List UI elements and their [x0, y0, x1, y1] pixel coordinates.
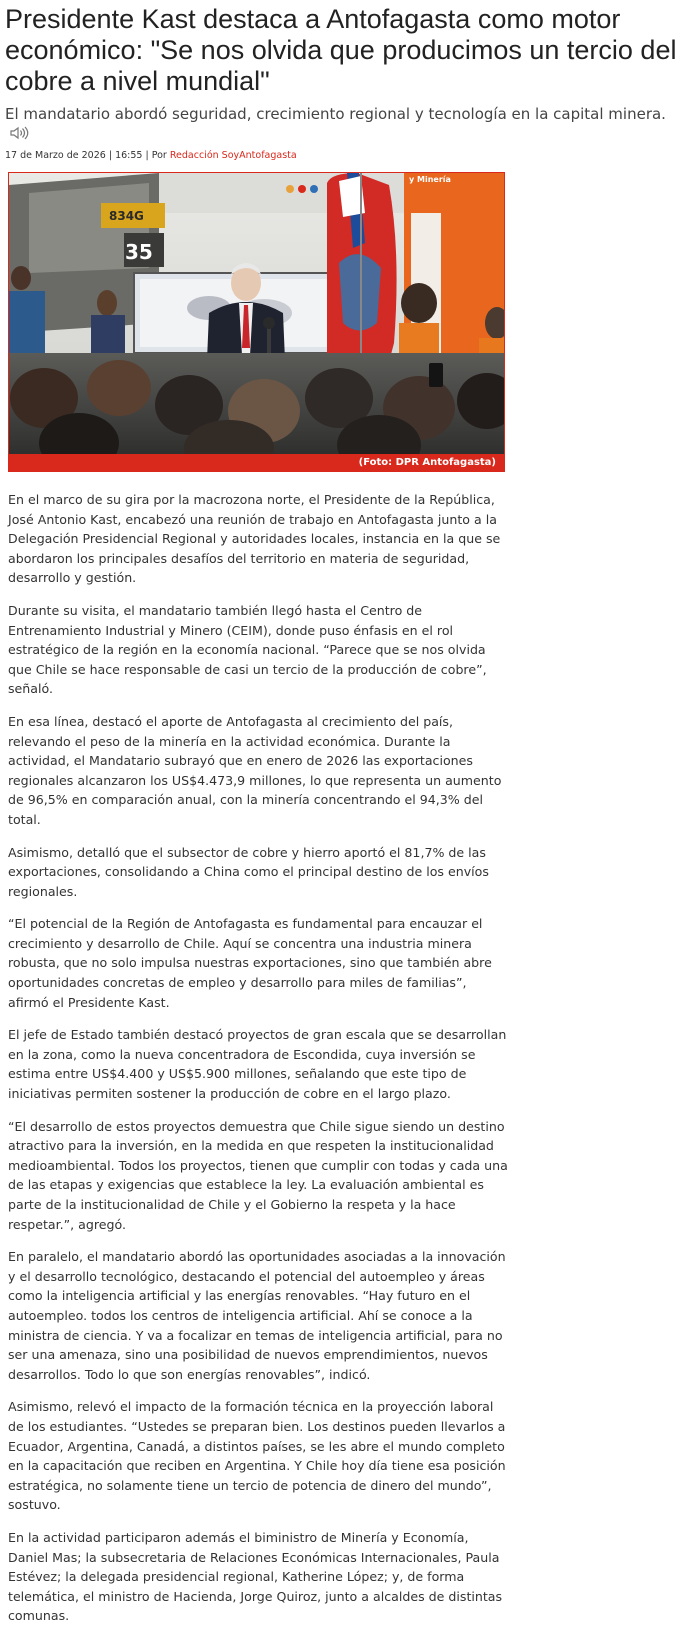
- paragraph: En el marco de su gira por la macrozona norte, el Presidente de la República, José Antonio Kast, encabezó una reunión de trabajo en Antofagasta junto a la Delegación Presidencial Regional y autoridades locales, instancia en la que se abordaron los principales desafíos del territorio en materia de seguridad, desarrollo y gestión.: [8, 492, 501, 586]
- paragraph: “El desarrollo de estos proyectos demuestra que Chile sigue siendo un destino atractivo para la inversión, en la medida en que respeten la institucionalidad medioambiental. Todos los proyectos, tienen que cumplir con todas y cada una de las etapas y exigencias que establece la ley. La evaluación ambiental es parte de la institucionalidad de Chile y el Gobierno la respeta y la hace respetar.”, agregó.: [8, 1118, 508, 1232]
- paragraph: “El potencial de la Región de Antofagasta es fundamental para encauzar el crecimiento y desarrollo de Chile. Aquí se concentra una industria minera robusta, que no solo impulsa nuestras exportaciones, sino que también abre oportunidades concretas de empleo y desarrollo para miles de familias”, afirmó el Presidente Kast.: [8, 916, 492, 1010]
- paragraph: En la actividad participaron además el biministro de Minería y Economía, Daniel Mas; la subsecretaria de Relaciones Económicas Internacionales, Paula Estévez; la delegada presidencial regional, Katherine López; y, de forma telemática, el ministro de Hacienda, Jorge Quiroz, junto a alcaldes de distintas comunas.: [8, 1529, 503, 1624]
- truck-sign-number: 35: [125, 240, 153, 264]
- photo-caption: (Foto: DPR Antofagasta): [9, 454, 504, 471]
- article-body: [8, 490, 510, 1639]
- paragraph: Asimismo, detalló que el subsector de cobre y hierro aportó el 81,7% de las exportaciones, consolidando a China como el principal destino de los envíos regionales.: [8, 844, 489, 899]
- author-link[interactable]: Redacción SoyAntofagasta: [169, 150, 297, 161]
- paragraph: En esa línea, destacó el aporte de Antofagasta al crecimiento del país, relevando el peso de la minería en la actividad económica. Durante la actividad, el Mandatario subrayó que en enero de 2026 las exportaciones regionales alcanzaron los US$4.473,9 millones, lo que representa un aumento de 96,5% en comparación anual, con la minería concentrando el 94,3% del total.: [8, 713, 502, 827]
- paragraph: Durante su visita, el mandatario también llegó hasta el Centro de Entrenamiento Industrial y Minero (CEIM), donde puso énfasis en el rol estratégico de la región en la economía nacional. “Parece que se nos olvida que Chile se hace responsable de casi un tercio de la producción de cobre”, señaló.: [8, 602, 487, 697]
- photo-banner-text: y Minería: [409, 175, 451, 184]
- article-title: Presidente Kast destaca a Antofagasta como motor económico: "Se nos olvida que producimos un tercio del cobre a nivel mundial": [5, 4, 677, 96]
- paragraph: El jefe de Estado también destacó proyectos de gran escala que se desarrollan en la zona, como la nueva concentradora de Escondida, cuya inversión se estima entre US$4.400 y US$5.900 millones, señalando que este tipo de iniciativas permiten sostener la producción de cobre en el largo plazo.: [8, 1027, 507, 1102]
- paragraph: Asimismo, relevó el impacto de la formación técnica en la proyección laboral de los estudiantes. “Ustedes se preparan bien. Los destinos pueden llevarlos a Ecuador, Argentina, Canadá, a distintos países, se les abre el mundo completo en la capacitación que reciben en Argentina. Y Chile hoy día tiene esa posición estratégica, no solamente tiene un tercio de potencia de dinero del mundo”, sostuvo.: [8, 1399, 506, 1513]
- listen-audio-icon[interactable]: [8, 125, 30, 139]
- photo-illustration: [9, 173, 504, 455]
- article-meta: 17 de Marzo de 2026 | 16:55 | Por Redacción SoyAntofagasta: [5, 150, 297, 161]
- paragraph: En paralelo, el mandatario abordó las oportunidades asociadas a la innovación y el desarrollo tecnológico, destacando el potencial del autoempleo y áreas como la inteligencia artificial y las energías renovables. “Hay futuro en el autoempleo. todos los centros de inteligencia artificial. Ahí se conoce a la ministra de ciencia. Y va a focalizar en temas de inteligencia artificial, para no ser una amenaza, sino una posibilidad de nuevos emprendimientos, nuevos desarrollos. Todo lo que son energías renovables”, indicó.: [8, 1249, 506, 1382]
- subtitle-text: El mandatario abordó seguridad, crecimiento regional y tecnología en la capital minera.: [5, 105, 666, 123]
- truck-code: 834G: [109, 209, 144, 223]
- publish-date: 17 de Marzo de 2026: [5, 150, 106, 161]
- by-label: Por: [151, 150, 167, 161]
- publish-time: 16:55: [115, 150, 143, 161]
- article-subtitle: [5, 104, 695, 144]
- article-photo: [8, 172, 505, 472]
